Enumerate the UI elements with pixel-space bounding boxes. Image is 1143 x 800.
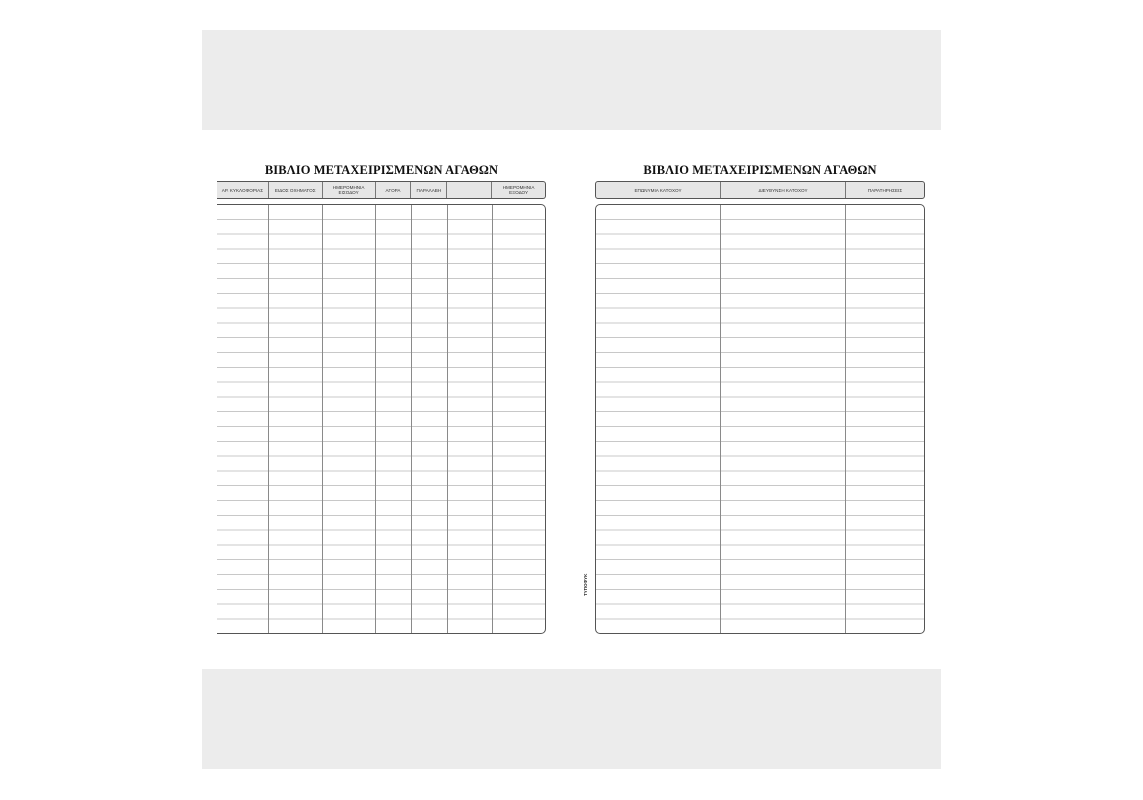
right-table-body <box>595 204 925 634</box>
col-header-owner-address: ΔΙΕΥΘΥΝΣΗ ΚΑΤΟΧΟΥ <box>721 182 846 198</box>
col-header-vehicle-type: ΕΙΔΟΣ ΟΧΗΜΑΤΟΣ <box>269 182 323 198</box>
column-divider <box>492 205 493 633</box>
col-header-entry-date: ΗΜΕΡΟΜΗΝΙΑ ΕΙΣΟΔΟΥ <box>323 182 376 198</box>
left-table-header <box>217 181 546 199</box>
col-header-blank <box>447 182 492 198</box>
col-header-exit-date: ΗΜΕΡΟΜΗΝΙΑ ΕΞΟΔΟΥ <box>502 185 535 195</box>
left-page-title: ΒΙΒΛΙΟ ΜΕΤΑΧΕΙΡΙΣΜΕΝΩΝ ΑΓΑΘΩΝ <box>264 163 499 177</box>
col-header-receipt: ΠΑΡΑΛΑΒΗ <box>411 182 447 198</box>
col-header-remarks: ΠΑΡΑΤΗΡΗΣΕΙΣ <box>867 187 903 193</box>
column-divider <box>720 205 721 633</box>
printer-side-code: ΤΥΠΟΦΥΚ <box>583 573 588 596</box>
column-divider <box>375 205 376 633</box>
col-header-registration-number: ΑΡ. ΚΥΚΛΟΦΟΡΙΑΣ <box>217 182 269 198</box>
col-header-owner-name: ΕΠΩΝΥΜΙΑ ΚΑΤΟΧΟΥ <box>596 182 721 198</box>
column-divider <box>322 205 323 633</box>
column-divider <box>411 205 412 633</box>
bottom-gray-band <box>202 669 941 769</box>
column-divider <box>447 205 448 633</box>
column-divider <box>845 205 846 633</box>
left-table-body <box>217 204 546 634</box>
top-gray-band <box>202 30 941 130</box>
column-divider <box>268 205 269 633</box>
col-header-purchase: ΑΓΟΡΑ <box>376 182 412 198</box>
right-table-header <box>595 181 925 199</box>
right-page-title: ΒΙΒΛΙΟ ΜΕΤΑΧΕΙΡΙΣΜΕΝΩΝ ΑΓΑΘΩΝ <box>643 163 877 177</box>
